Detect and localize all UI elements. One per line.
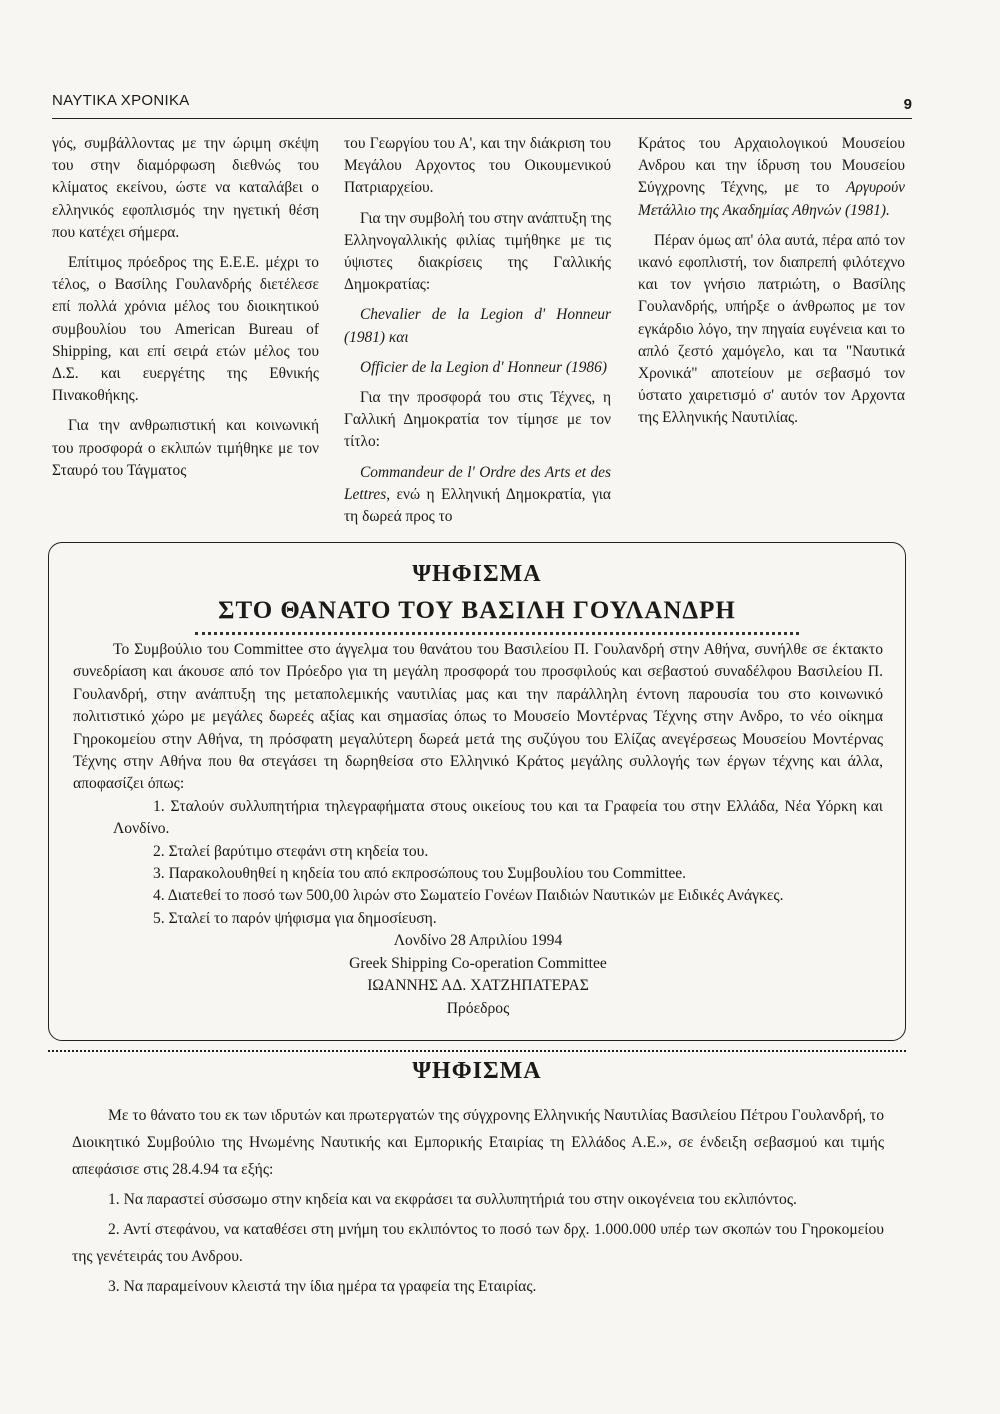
- resolution-item: 1. Σταλούν συλλυπητήρια τηλεγραφήματα στους οικείους του και τα Γραφεία του στην Ελλάδα, Νέα Υόρκη και Λονδίνο.: [113, 797, 883, 838]
- resolution-intro: Το Συμβούλιο του Committee στο άγγελμα του θανάτου του Βασιλείου Π. Γουλανδρή στην Αθήνα, συνήλθε σε έκτακτο συνεδρίαση και άκουσε από τον Πρόεδρο για τη μεγάλη προσφορά του προσφιλούς και σεβαστού συναδέλφου Βασιλείου Π. Γουλανδρή, στην ανάπτυξη της μεταπολεμικής ναυτιλίας μας και την παράλληλη έντονη παρουσία του στο κοινωνικό πολιτιστικό χώρο με μεγάλες δωρεές αξίας και σημασίας όπως το Μουσείο Μοντέρνας Τέχνης στην Ανδρο, το νέο οίκημα Γηροκομείου στην Αθήνα, τη πρόσφατη μεγαλύτερη δωρεά μετά της συζύγου του Ελίζας ανεγέρσεως Μουσείου Μοντέρνας Τέχνης στην Αθήνα που θα στεγάσει τη δωρηθείσα στο Ελληνικό Κράτος μεγάλης συλλογής των έργων τέχνης και άλλα, αποφασίζει όπως:: [73, 641, 883, 793]
- paragraph-text: Κράτος του Αρχαιολογικού Μουσείου Ανδρου και την ίδρυση του Μουσείου Σύγχρονης Τέχνης, με το: [638, 135, 905, 197]
- honour-officier: Officier de la Legion d' Honneur (1986): [360, 358, 607, 376]
- resolution-date: Λονδίνο 28 Απριλίου 1994: [393, 932, 563, 950]
- honour-chevalier: Chevalier de la Legion d' Honneur (1981) και: [344, 306, 611, 346]
- resolution-organization: Greek Shipping Co-operation Committee: [349, 954, 607, 972]
- magazine-title: ΝΑΥΤΙΚΑ ΧΡΟΝΙΚΑ: [52, 92, 190, 109]
- resolution-intro: Με το θάνατο του εκ των ιδρυτών και πρωτεργατών της σύγχρονης Ελληνικής Ναυτιλίας Βασιλείου Πέτρου Γουλανδρή, το Διοικητικό Συμβούλιο της Ηνωμένης Ναυτικής και Εμπορικής Εταιρίας τη Ελλάδος Α.Ε.», σε ένδειξη σεβασμού και τιμής απεφάσισε στις 28.4.94 τα εξής:: [72, 1107, 884, 1178]
- resolution-item: 5. Σταλεί το παρόν ψήφισμα για δημοσίευση.: [153, 909, 437, 927]
- paragraph: Πέραν όμως απ' όλα αυτά, πέρα από τον ικανό εφοπλιστή, τον διαπρεπή φιλότεχνο και τον γνήσιο πατριώτη, ο Βασίλης Γουλανδρής, υπήρξε ο άνθρωπος με τον εγκάρδιο λόγο, την πηγαία ευγένεια και το απλό ζεστό χαμόγελο, και τα "Ναυτικά Χρονικά" αποτείουν με σεβασμό τον ύστατο χαιρετισμό σ' αυτόν τον Αρχοντα της Ελληνικής Ναυτιλίας.: [638, 231, 905, 427]
- article-column-2: [344, 133, 611, 536]
- resolution-item: 3. Να παραμείνουν κλειστά την ίδια ημέρα τα γραφεία της Εταιρίας.: [108, 1278, 537, 1295]
- resolution-subtitle: ΣΤΟ ΘΑΝΑΤΟ ΤΟΥ ΒΑΣΙΛΗ ΓΟΥΛΑΝΔΡΗ: [218, 597, 736, 624]
- article-column-3: [638, 133, 905, 438]
- resolution-box-committee: [48, 542, 906, 1041]
- resolution-box-company: [48, 1050, 906, 1300]
- dotted-divider: [48, 1050, 906, 1052]
- paragraph: γός, συμβάλλοντας με την ώριμη σκέψη του στην διαμόρφωση διεθνώς του κλίματος εκείνου, ώστε να καταλάβει ο ελληνικός εφοπλισμός την ηγετική θέση που κατέχει σήμερα.: [52, 135, 319, 241]
- resolution-item: 1. Να παραστεί σύσσωμο στην κηδεία και να εκφράσει τα συλλυπητήριά του στην οικογένεια του εκλιπόντος.: [108, 1191, 797, 1208]
- resolution-item: 2. Σταλεί βαρύτιμο στεφάνι στη κηδεία του.: [153, 842, 429, 860]
- paragraph: του Γεωργίου του Α', και την διάκριση του Μεγάλου Αρχοντος του Οικουμενικού Πατριαρχείου.: [344, 135, 611, 197]
- resolution-item: 4. Διατεθεί το ποσό των 500,00 λιρών στο Σωματείο Γονέων Παιδιών Ναυτικών με Ειδικές Ανάγκες.: [153, 887, 784, 905]
- article-column-1: [52, 133, 319, 490]
- paragraph-text: , ενώ η Ελληνική Δημοκρατία, για τη δωρεά προς το: [344, 485, 611, 526]
- resolution-title: ΨΗΦΙΣΜΑ: [412, 561, 542, 587]
- decorative-divider: [195, 632, 799, 635]
- paragraph: Για την προσφορά του στις Τέχνες, η Γαλλική Δημοκρατία τον τίμησε με τον τίτλο:: [344, 389, 611, 451]
- page-header: [52, 92, 912, 116]
- paragraph: Επίτιμος πρόεδρος της Ε.Ε.Ε. μέχρι το τέλος, ο Βασίλης Γουλανδρής διετέλεσε επί πολλά χρόνια μέλος του διοικητικού συμβουλίου του American Bureau of Shipping, και επί σειρά ετών μέλος του Δ.Σ. και ευεργέτης της Εθνικής Πινακοθήκης.: [52, 254, 319, 405]
- paragraph: [344, 462, 611, 529]
- resolution-signatory: ΙΩΑΝΝΗΣ ΑΔ. ΧΑΤΖΗΠΑΤΕΡΑΣ: [367, 977, 589, 995]
- page-number: 9: [903, 96, 912, 113]
- honour-commandeur: Commandeur de l' Ordre des Arts et des Lettres: [344, 463, 611, 503]
- paragraph: Για την συμβολή του στην ανάπτυξη της Ελληνογαλλικής φιλίας τιμήθηκε με τις ύψιστες διακρίσεις της Γαλλικής Δημοκρατίας:: [344, 209, 611, 294]
- honour-medal: Αργυρούν Μετάλλιο της Ακαδημίας Αθηνών (1981).: [638, 179, 905, 219]
- paragraph: Για την ανθρωπιστική και κοινωνική του προσφορά ο εκλιπών τιμήθηκε με τον Σταυρό του Τάγματος: [52, 417, 319, 479]
- resolution-role: Πρόεδρος: [446, 999, 510, 1017]
- resolution-body: [72, 1102, 884, 1303]
- resolution-body: [73, 639, 883, 1020]
- paragraph: [638, 133, 905, 222]
- resolution-item: 3. Παρακολουθηθεί η κηδεία του από εκπροσώπους του Συμβουλίου του Committee.: [153, 865, 687, 883]
- header-divider: [52, 118, 912, 119]
- resolution-title: ΨΗΦΙΣΜΑ: [412, 1058, 542, 1084]
- resolution-item: 2. Αντί στεφάνου, να καταθέσει στη μνήμη του εκλιπόντος το ποσό των δρχ. 1.000.000 υπέρ των σκοπών του Γηροκομείου της γενέτειράς του Ανδρου.: [72, 1221, 884, 1265]
